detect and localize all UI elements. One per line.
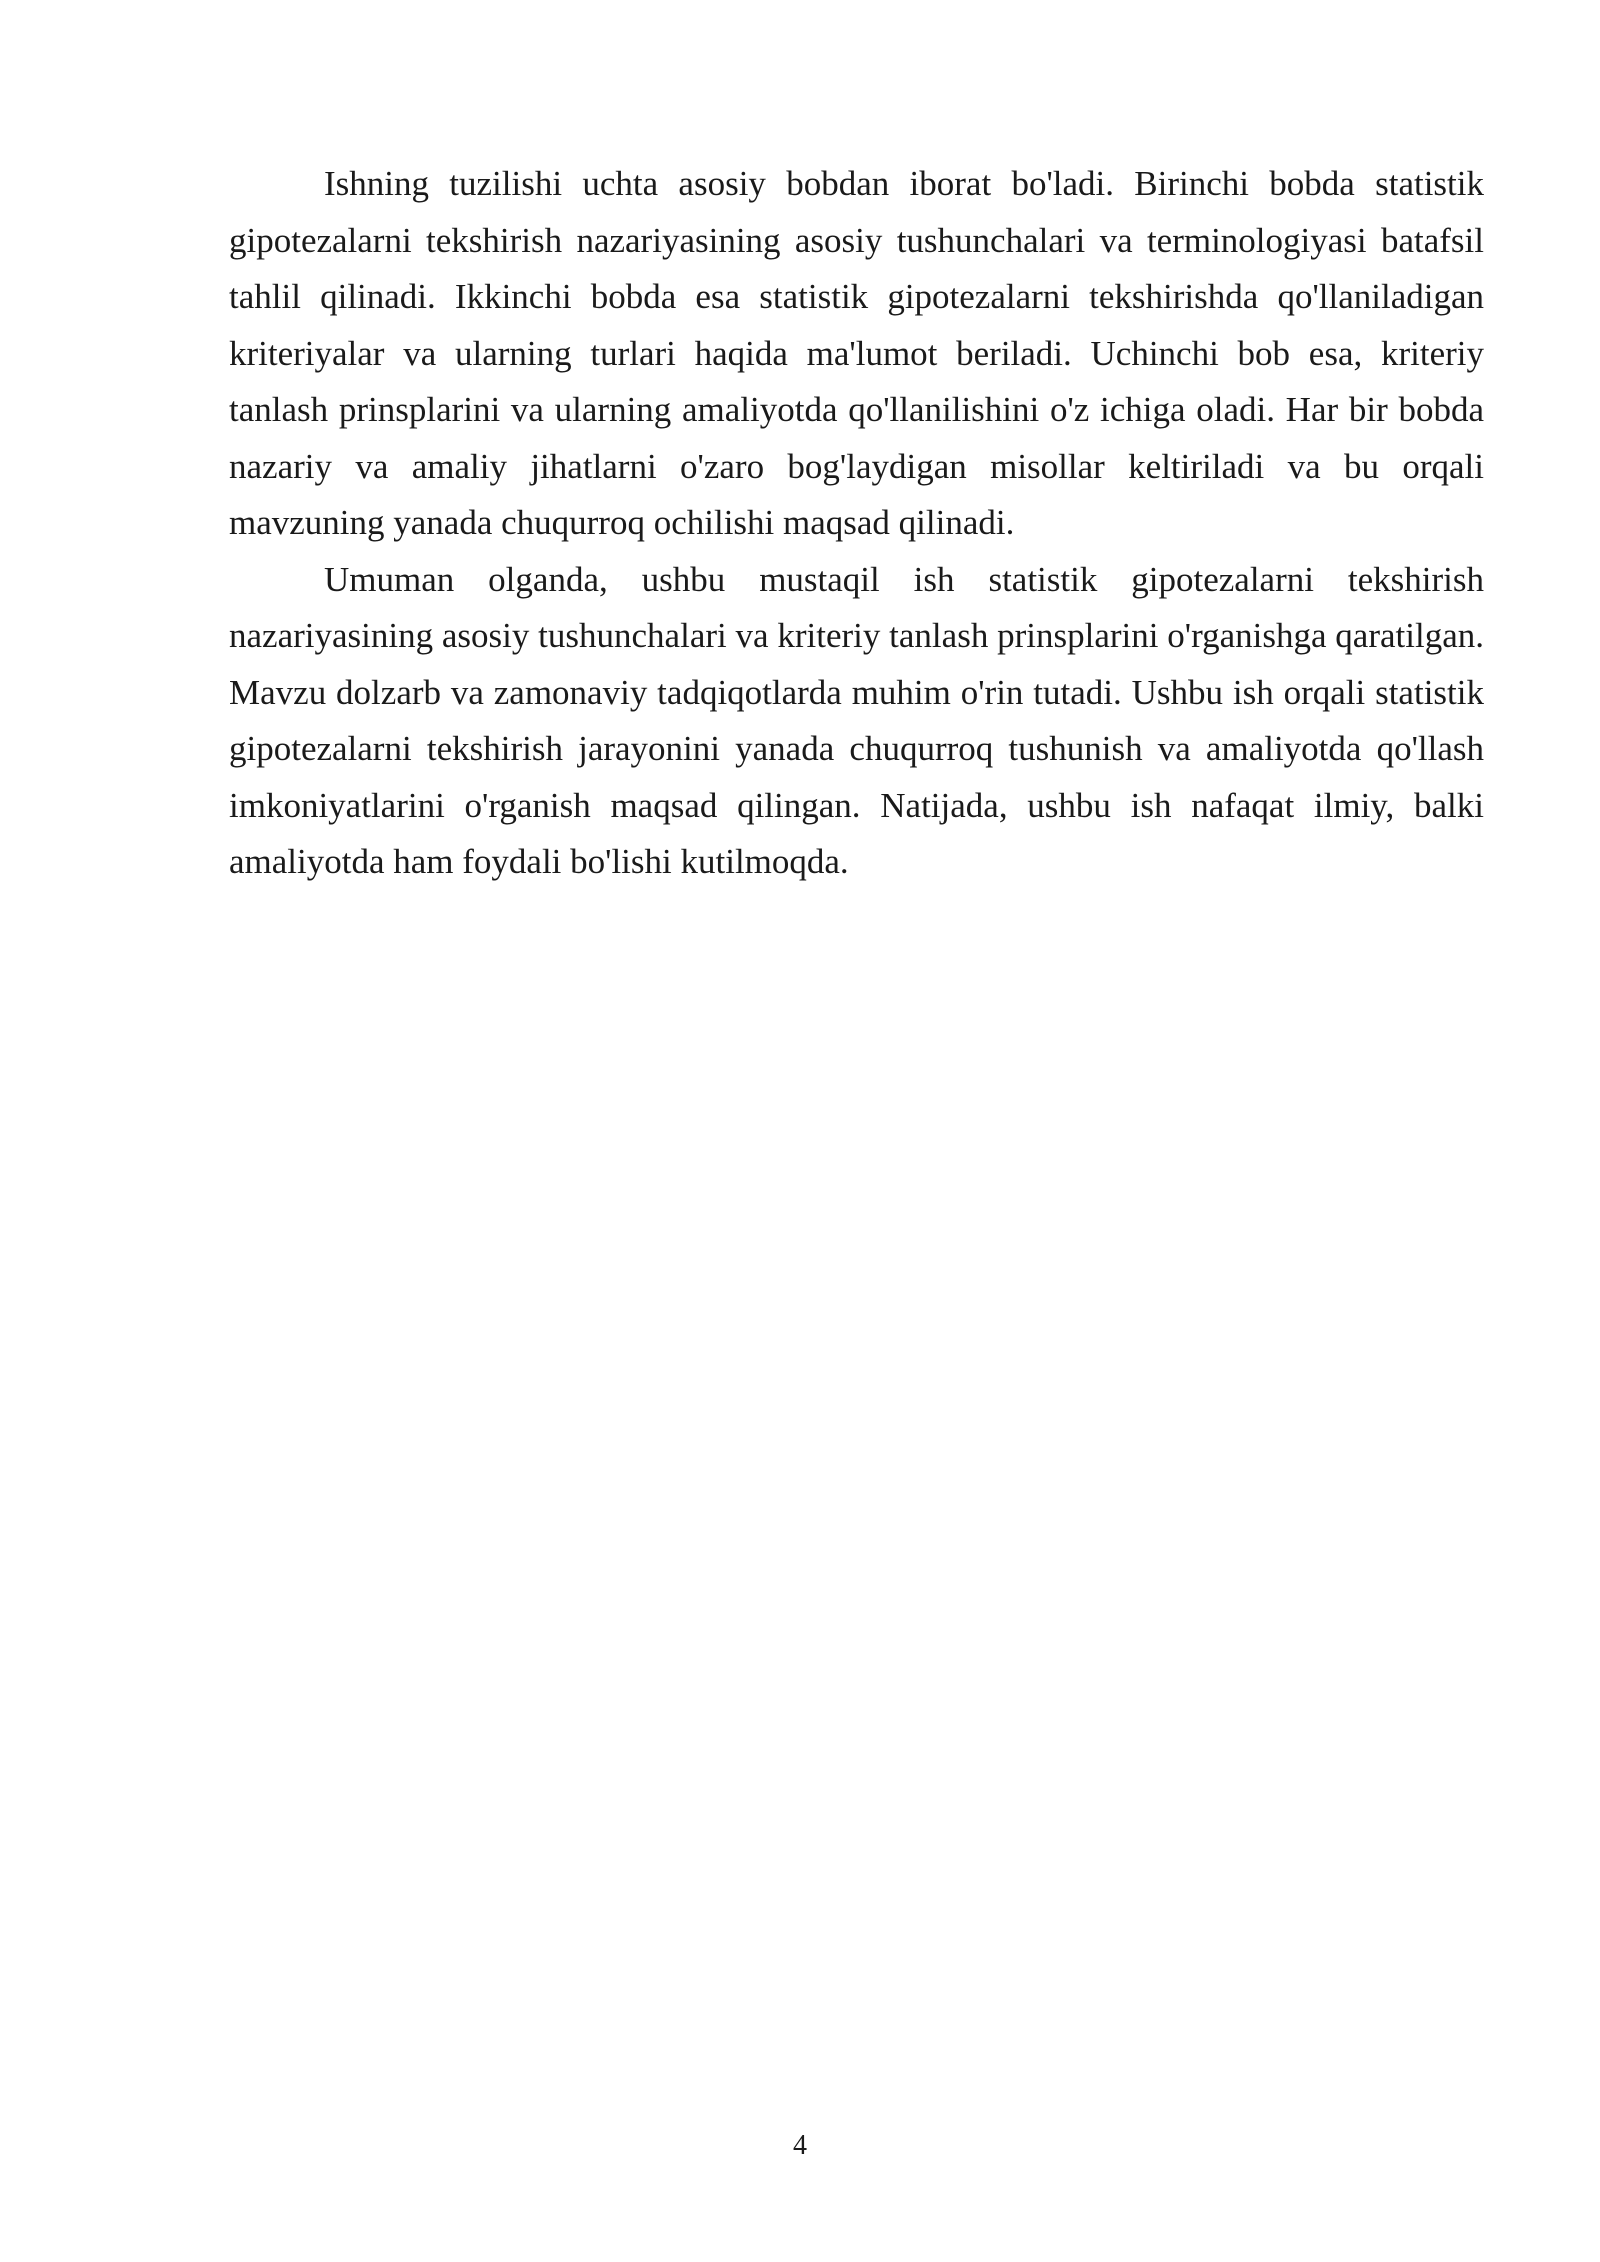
body-text	[229, 156, 1484, 891]
paragraph-structure: Ishning tuzilishi uchta asosiy bobdan iborat bo'ladi. Birinchi bobda statistik gipotezalarni tekshirish nazariyasining asosiy tushunchalari va terminologiyasi batafsil tahlil qilinadi. Ikkinchi bobda esa statistik gipotezalarni tekshirishda qo'llaniladigan kriteriyalar va ularning turlari haqida ma'lumot beriladi. Uchinchi bob esa, kriteriy tanlash prinsplarini va ularning amaliyotda qo'llanilishini o'z ichiga oladi. Har bir bobda nazariy va amaliy jihatlarni o'zaro bog'laydigan misollar keltiriladi va bu orqali mavzuning yanada chuqurroq ochilishi maqsad qilinadi.	[229, 164, 1484, 542]
page-number: 4	[793, 2130, 807, 2161]
paragraph-summary: Umuman olganda, ushbu mustaqil ish statistik gipotezalarni tekshirish nazariyasining asosiy tushunchalari va kriteriy tanlash prinsplarini o'rganishga qaratilgan. Mavzu dolzarb va zamonaviy tadqiqotlarda muhim o'rin tutadi. Ushbu ish orqali statistik gipotezalarni tekshirish jarayonini yanada chuqurroq tushunish va amaliyotda qo'llash imkoniyatlarini o'rganish maqsad qilingan. Natijada, ushbu ish nafaqat ilmiy, balki amaliyotda ham foydali bo'lishi kutilmoqda.	[229, 559, 1484, 881]
